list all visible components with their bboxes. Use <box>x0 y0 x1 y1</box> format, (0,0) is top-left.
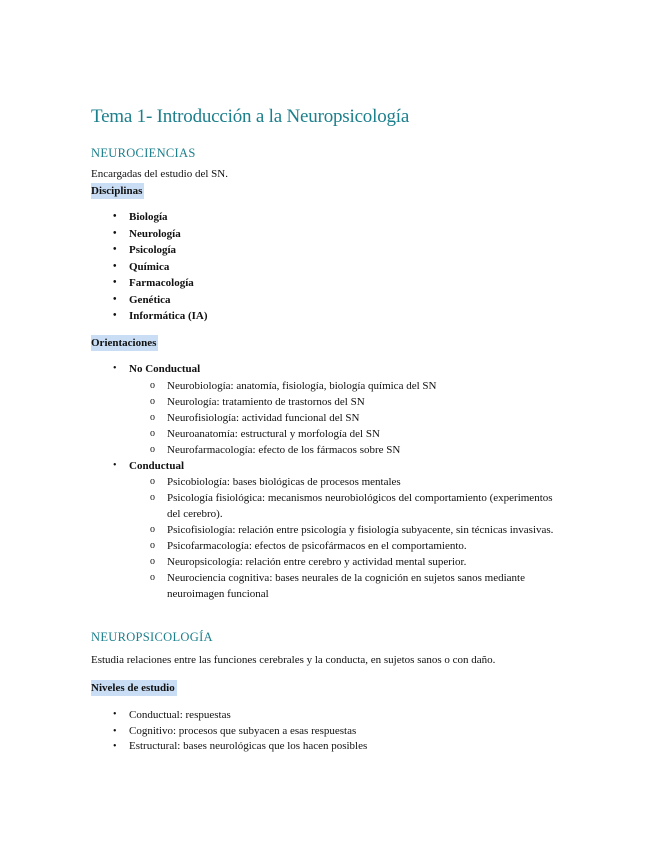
sub-list-item: o Psicobiología: bases biológicas de procesos mentales <box>150 476 401 488</box>
bullet-icon: • <box>113 709 117 720</box>
sub-list <box>129 474 567 602</box>
bullet-icon: • <box>113 363 117 374</box>
niveles-list <box>111 707 367 754</box>
list-item: • Genética <box>111 292 208 309</box>
sub-list-item: o Neuroanatomía: estructural y morfología del SN <box>150 427 380 440</box>
circle-bullet-icon: o <box>150 411 155 423</box>
circle-bullet-icon: o <box>150 572 155 583</box>
circle-bullet-icon: o <box>150 395 155 407</box>
orientaciones-label: Orientaciones <box>91 337 157 349</box>
bullet-icon: • <box>113 293 117 305</box>
list-item: • Neurología <box>111 226 208 243</box>
list-item: • Conductual: respuestas <box>111 707 367 724</box>
sub-list-item: o Neurofarmacología: efecto de los fármacos sobre SN <box>150 443 401 456</box>
list-item: • Estructural: bases neurológicas que los hacen posibles <box>113 739 368 752</box>
orientaciones-list <box>111 361 567 602</box>
list-item: • Informática (IA) <box>111 308 208 325</box>
sub-list-item: o Neurología: tratamiento de trastornos del SN <box>150 395 365 408</box>
bullet-icon: • <box>113 740 117 752</box>
list-item: • Química <box>111 259 208 276</box>
orientacion-label: No Conductual <box>129 363 201 375</box>
bullet-icon: • <box>113 725 117 737</box>
list-item <box>111 458 567 603</box>
bullet-icon: • <box>113 459 117 471</box>
sub-list-item: o Neurobiología: anatomía, fisiología, biología química del SN <box>150 379 437 392</box>
section-heading-neuropsicologia: NEUROPSICOLOGÍA <box>91 630 213 644</box>
list-item: • Psicología <box>111 242 208 259</box>
sub-list-item: o Psicología fisiológica: mecanismos neurobiológicos del comportamiento (experimentos del cerebro). <box>150 492 553 520</box>
circle-bullet-icon: o <box>150 476 155 487</box>
bullet-icon: • <box>113 277 117 288</box>
niveles-label: Niveles de estudio <box>91 682 175 694</box>
sub-list <box>129 378 567 458</box>
circle-bullet-icon: o <box>150 427 155 439</box>
neurociencias-intro: Encargadas del estudio del SN. <box>91 168 228 180</box>
section-heading-neurociencias: NEUROCIENCIAS <box>91 146 196 160</box>
list-item <box>111 361 567 458</box>
circle-bullet-icon: o <box>150 540 155 551</box>
list-item: • Farmacología <box>111 275 208 292</box>
sub-list-item: o Neurociencia cognitiva: bases neurales de la cognición en sujetos sanos mediante neuroimagen funcional <box>150 572 525 600</box>
circle-bullet-icon: o <box>150 556 155 567</box>
circle-bullet-icon: o <box>150 379 155 391</box>
bullet-icon: • <box>113 211 117 222</box>
bullet-icon: • <box>113 310 117 321</box>
sub-list-item: o Neuropsicología: relación entre cerebro y actividad mental superior. <box>150 556 467 568</box>
circle-bullet-icon: o <box>150 524 155 535</box>
neuropsicologia-intro: Estudia relaciones entre las funciones cerebrales y la conducta, en sujetos sanos o con daño. <box>91 654 496 666</box>
list-item: • Biología <box>111 209 208 226</box>
bullet-icon: • <box>113 244 117 255</box>
circle-bullet-icon: o <box>150 492 155 503</box>
page-title: Tema 1- Introducción a la Neuropsicología <box>91 106 410 127</box>
sub-list-item: o Neurofisiología: actividad funcional del SN <box>150 411 360 424</box>
bullet-icon: • <box>113 260 117 272</box>
bullet-icon: • <box>113 227 117 239</box>
orientacion-label: Conductual <box>129 459 185 472</box>
disciplinas-label: Disciplinas <box>91 185 143 197</box>
disciplinas-list <box>111 209 208 325</box>
sub-list-item: o Psicofisiología: relación entre psicología y fisiología subyacente, sin técnicas invasivas. <box>150 524 554 536</box>
circle-bullet-icon: o <box>150 443 155 455</box>
list-item: • Cognitivo: procesos que subyacen a esas respuestas <box>113 724 357 737</box>
sub-list-item: o Psicofarmacología: efectos de psicofármacos en el comportamiento. <box>150 540 467 552</box>
